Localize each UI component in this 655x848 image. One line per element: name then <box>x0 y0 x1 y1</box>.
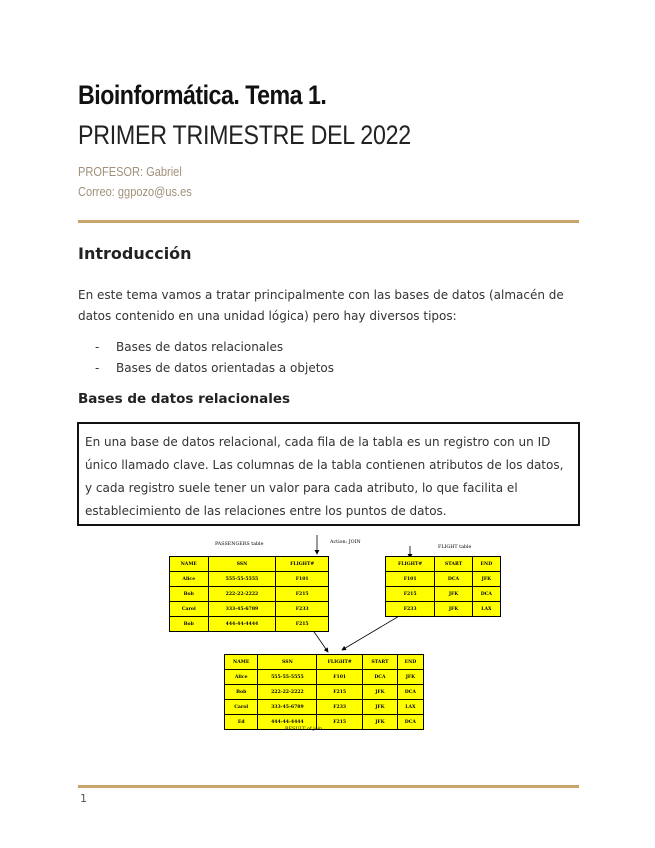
table-cell: Carol <box>170 602 209 617</box>
table-row <box>170 617 329 632</box>
table-cell: F215 <box>276 617 329 632</box>
table-cell: DCA <box>397 685 423 700</box>
table-cell: LAX <box>472 602 500 617</box>
table-row <box>225 715 424 730</box>
table-cell: Bob <box>170 587 209 602</box>
table-row <box>225 700 424 715</box>
document-title: Bioinformática. Tema 1. <box>78 80 327 110</box>
bullet-list <box>95 337 334 379</box>
flight-table <box>385 556 501 617</box>
table-cell: JFK <box>435 602 473 617</box>
table-cell: JFK <box>363 685 398 700</box>
column-header: END <box>472 557 500 572</box>
document-subtitle: PRIMER TRIMESTRE DEL 2022 <box>78 120 411 150</box>
table-cell: 222-22-2222 <box>258 685 317 700</box>
column-header: NAME <box>170 557 209 572</box>
table-cell: 333-45-6789 <box>258 700 317 715</box>
arrow-flight-to-result <box>342 612 406 650</box>
table-cell: JFK <box>472 572 500 587</box>
list-item-text: Bases de datos orientadas a objetos <box>116 361 335 375</box>
table-cell: Alice <box>225 670 258 685</box>
table-cell: DCA <box>397 715 423 730</box>
table-cell: JFK <box>397 670 423 685</box>
table-cell: JFK <box>363 715 398 730</box>
email-line: Correo: ggpozo@us.es <box>78 184 192 199</box>
action-caption: Action: JOIN <box>330 540 361 545</box>
header-divider <box>78 220 579 223</box>
table-cell: F101 <box>317 670 363 685</box>
column-header: FLIGHT# <box>386 557 435 572</box>
join-figure <box>160 530 510 740</box>
table-cell: LAX <box>397 700 423 715</box>
table-row <box>225 685 424 700</box>
table-header-row <box>170 557 329 572</box>
table-cell: DCA <box>363 670 398 685</box>
table-cell: Bob <box>225 685 258 700</box>
list-item-text: Bases de datos relacionales <box>116 340 284 354</box>
result-table <box>224 654 424 730</box>
table-cell: 555-55-5555 <box>258 670 317 685</box>
result-caption: RESULT of join <box>285 727 323 732</box>
definition-box <box>77 422 580 526</box>
table-header-row <box>225 655 424 670</box>
column-header: FLIGHT# <box>317 655 363 670</box>
table-cell: Carol <box>225 700 258 715</box>
list-item <box>95 358 334 379</box>
bullet-marker: - <box>95 361 100 375</box>
table-row <box>225 670 424 685</box>
passengers-table <box>169 556 329 632</box>
table-cell: Alice <box>170 572 209 587</box>
flight-caption: FLIGHT table <box>438 545 472 550</box>
table-row <box>386 587 501 602</box>
table-cell: F233 <box>317 700 363 715</box>
list-item <box>95 337 334 358</box>
table-cell: 555-55-5555 <box>208 572 276 587</box>
page-number: 1 <box>80 792 87 805</box>
table-cell: F215 <box>276 587 329 602</box>
table-cell: 444-44-4444 <box>258 715 317 730</box>
column-header: NAME <box>225 655 258 670</box>
subsection-heading: Bases de datos relacionales <box>78 391 291 407</box>
column-header: START <box>435 557 473 572</box>
column-header: START <box>363 655 398 670</box>
table-row <box>170 572 329 587</box>
table-cell: DCA <box>435 572 473 587</box>
table-cell: 333-45-6789 <box>208 602 276 617</box>
column-header: SSN <box>258 655 317 670</box>
section-heading: Introducción <box>78 244 192 263</box>
table-cell: F101 <box>276 572 329 587</box>
passengers-caption: PASSENGERS table <box>215 542 264 547</box>
column-header: END <box>397 655 423 670</box>
intro-paragraph: En este tema vamos a tratar principalmente con las bases de datos (almacén de datos contenido en una unidad lógica) pero hay diversos tipos: <box>78 288 564 323</box>
table-row <box>386 572 501 587</box>
definition-text: En una base de datos relacional, cada fila de la tabla es un registro con un ID único llamado clave. Las columnas de la tabla contienen atributos de los datos, y cada registro suele tener un valor para cada atributo, lo que facilita el establecimiento de las relaciones entre los puntos de datos. <box>85 435 564 518</box>
table-header-row <box>386 557 501 572</box>
table-row <box>386 602 501 617</box>
table-cell: Bob <box>170 617 209 632</box>
column-header: SSN <box>208 557 276 572</box>
table-row <box>170 587 329 602</box>
table-cell: F215 <box>386 587 435 602</box>
bullet-marker: - <box>95 340 100 354</box>
table-cell: JFK <box>363 700 398 715</box>
table-cell: F101 <box>386 572 435 587</box>
table-cell: F215 <box>317 685 363 700</box>
table-cell: JFK <box>435 587 473 602</box>
table-cell: F233 <box>276 602 329 617</box>
table-cell: F215 <box>317 715 363 730</box>
footer-divider <box>78 785 579 788</box>
table-cell: 444-44-4444 <box>208 617 276 632</box>
table-cell: Ed <box>225 715 258 730</box>
table-row <box>170 602 329 617</box>
column-header: FLIGHT# <box>276 557 329 572</box>
table-cell: 222-22-2222 <box>208 587 276 602</box>
professor-line: PROFESOR: Gabriel <box>78 164 182 179</box>
table-cell: F233 <box>386 602 435 617</box>
table-cell: DCA <box>472 587 500 602</box>
